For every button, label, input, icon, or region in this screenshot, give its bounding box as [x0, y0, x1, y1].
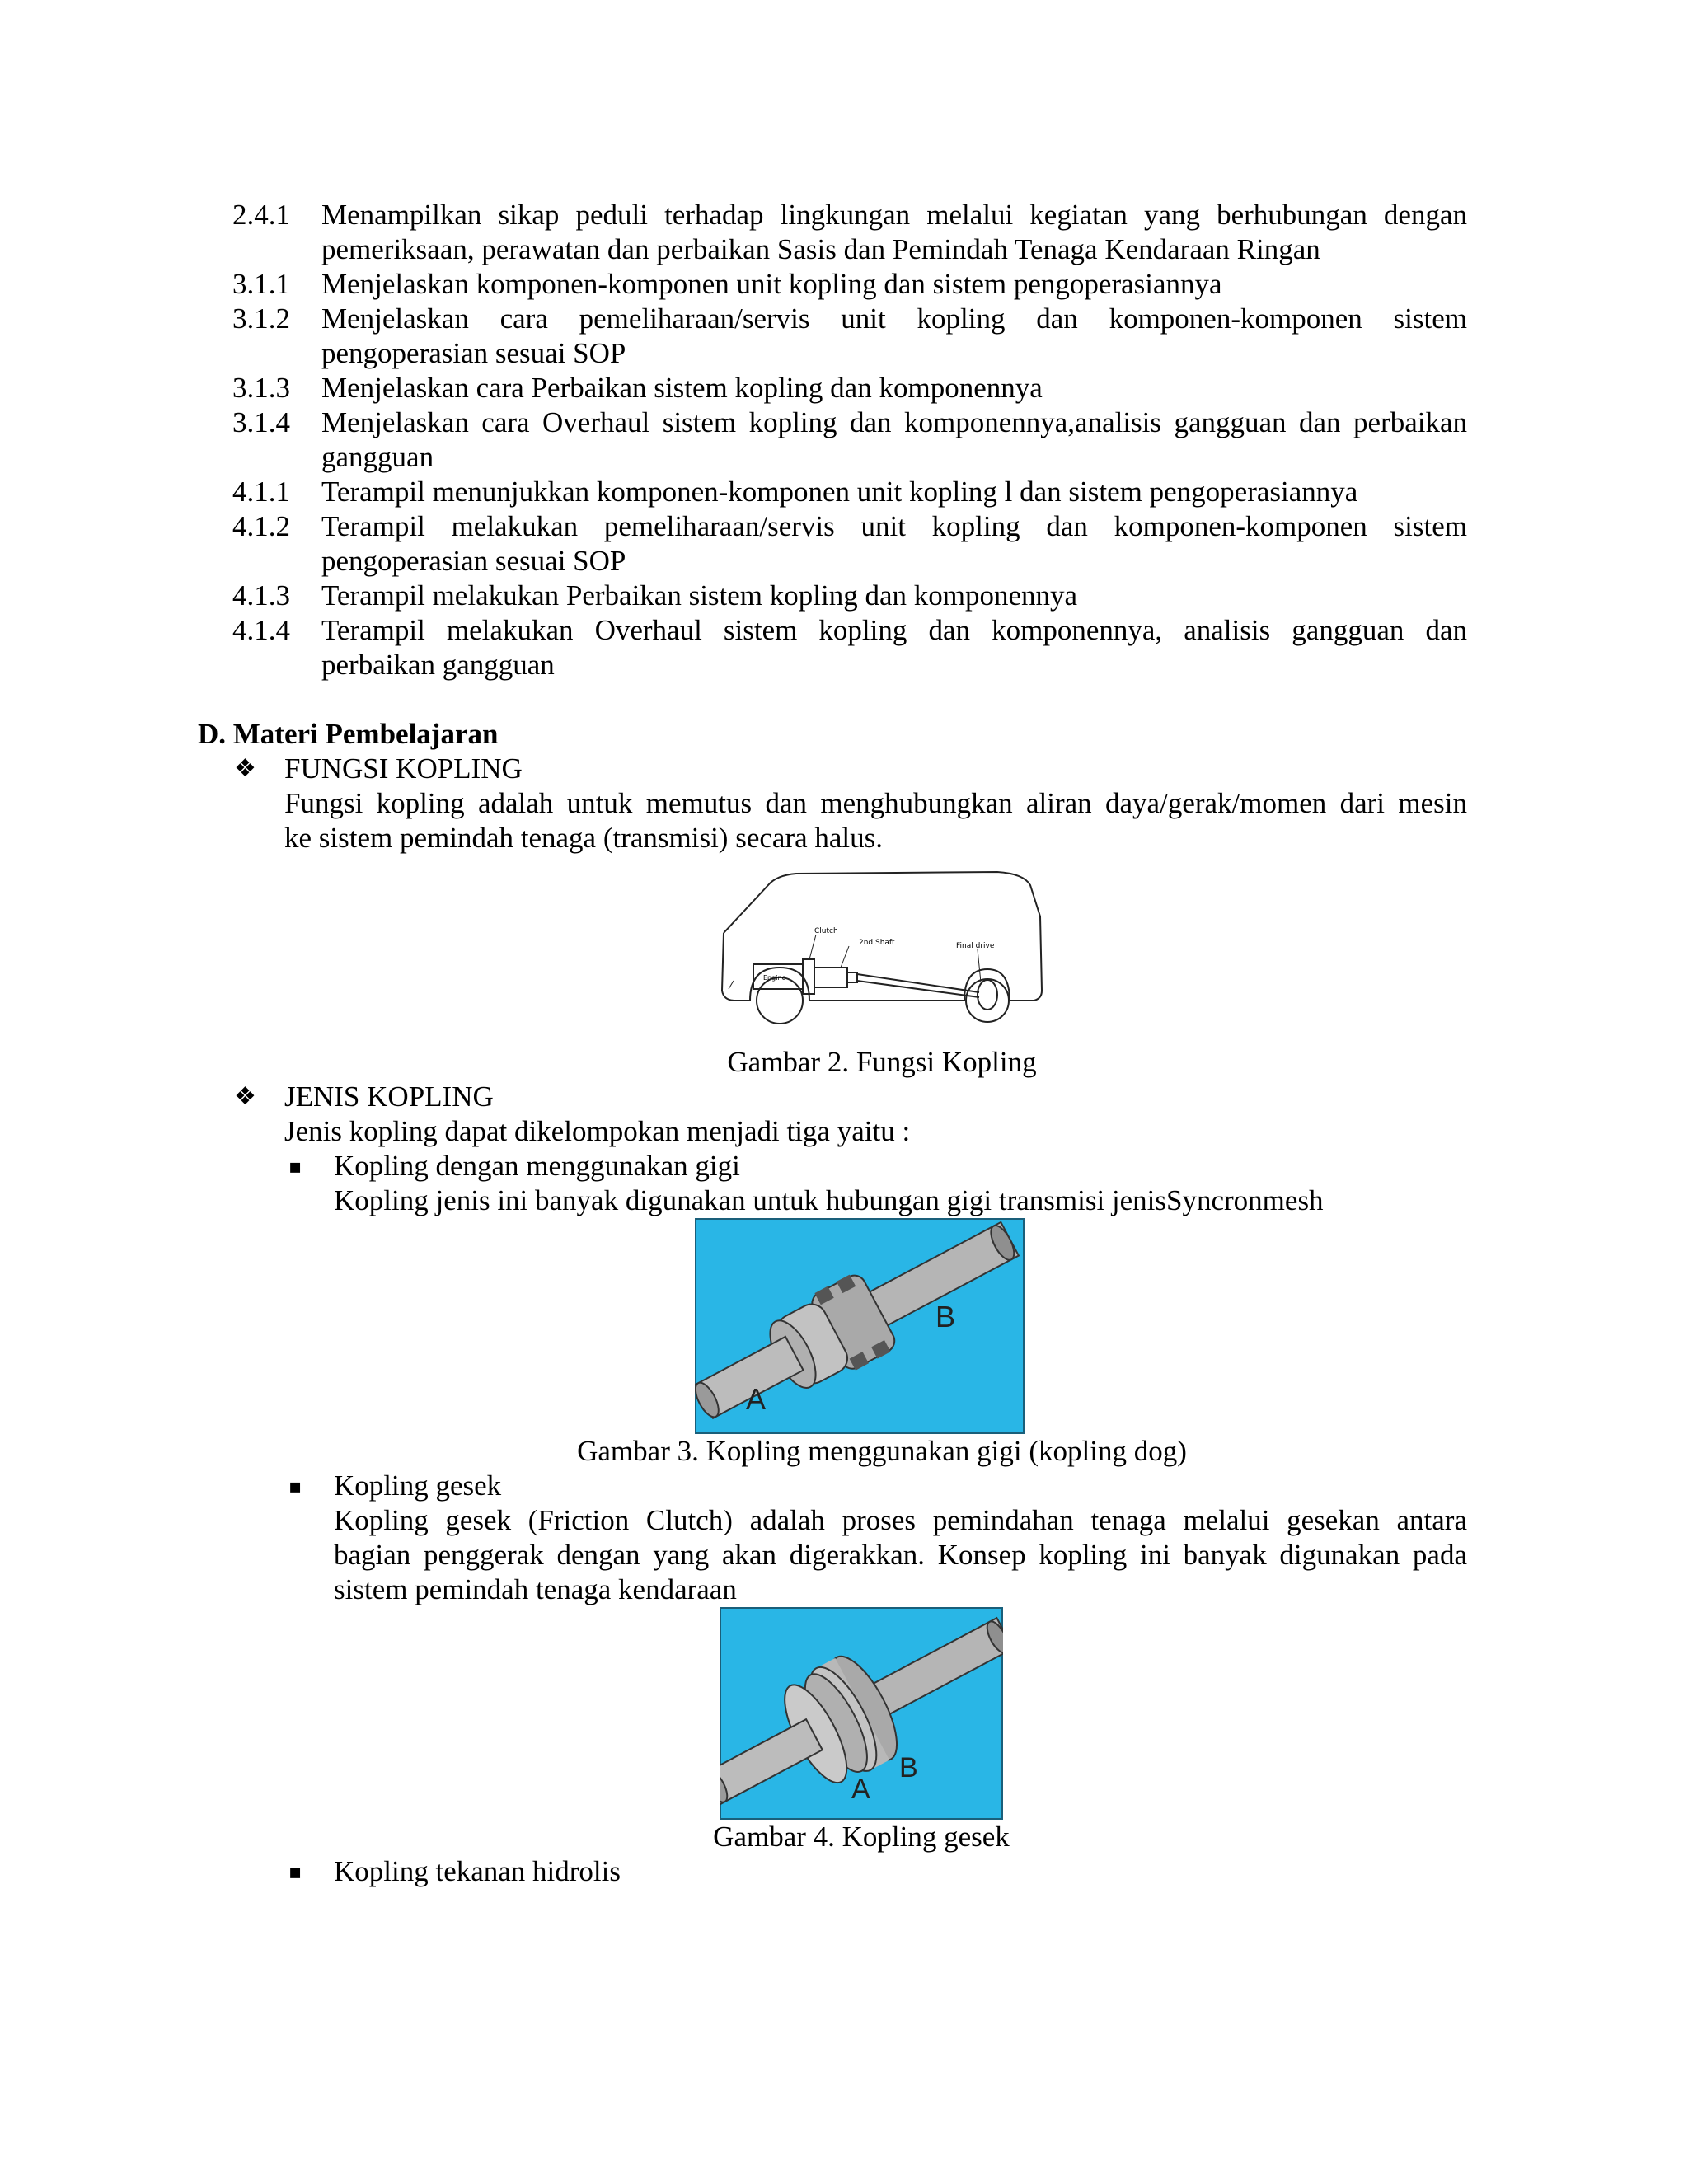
item2-title: Kopling gesek — [334, 1469, 502, 1502]
figure-4-caption: Gambar 4. Kopling gesek — [713, 1821, 1010, 1853]
indicator-text: Terampil melakukan Overhaul sistem kopling dan komponennya, analisis gangguan dan — [321, 614, 1467, 646]
indicator-text: Menampilkan sikap peduli terhadap lingkungan melalui kegiatan yang berhubungan dengan — [321, 199, 1467, 231]
indicator-number: 2.4.1 — [232, 199, 290, 231]
label-b: B — [935, 1300, 956, 1333]
indicator-text: pengoperasian sesuai SOP — [321, 337, 626, 369]
label-shaft: 2nd Shaft — [859, 939, 895, 947]
square-bullet: ▪ — [288, 1860, 302, 1883]
square-bullet: ▪ — [288, 1155, 302, 1178]
label-b: B — [899, 1752, 918, 1783]
jenis-title: JENIS KOPLING — [284, 1080, 494, 1113]
indicator-text: Terampil menunjukkan komponen-komponen unit kopling l dan sistem pengoperasiannya — [321, 476, 1358, 508]
indicator-number: 4.1.2 — [232, 510, 290, 542]
fungsi-text: Fungsi kopling adalah untuk memutus dan menghubungkan aliran daya/gerak/momen dari mesin — [284, 787, 1467, 819]
indicator-text: pemeriksaan, perawatan dan perbaikan Sasis dan Pemindah Tenaga Kendaraan Ringan — [321, 233, 1320, 265]
indicator-text: perbaikan gangguan — [321, 649, 555, 681]
indicator-text: Menjelaskan cara pemeliharaan/servis unit kopling dan komponen-komponen sistem — [321, 302, 1467, 335]
jenis-intro: Jenis kopling dapat dikelompokan menjadi tiga yaitu : — [284, 1115, 911, 1147]
item2-text: bagian penggerak dengan yang akan digerakkan. Konsep kopling ini banyak digunakan pada — [334, 1539, 1467, 1571]
item3-title: Kopling tekanan hidrolis — [334, 1855, 621, 1887]
indicator-text: Menjelaskan cara Perbaikan sistem kopling dan komponennya — [321, 372, 1043, 404]
fungsi-text: ke sistem pemindah tenaga (transmisi) secara halus. — [284, 822, 884, 854]
label-a: A — [851, 1774, 870, 1805]
indicator-text: Menjelaskan komponen-komponen unit kopling dan sistem pengoperasiannya — [321, 268, 1222, 300]
indicator-text: Menjelaskan cara Overhaul sistem kopling dan komponennya,analisis gangguan dan perbaikan — [321, 406, 1467, 438]
diamond-bullet: ❖ — [234, 754, 256, 783]
figure-2-caption: Gambar 2. Fungsi Kopling — [727, 1046, 1037, 1078]
indicator-number: 4.1.4 — [232, 614, 290, 646]
square-bullet: ▪ — [288, 1474, 302, 1497]
indicator-text: gangguan — [321, 441, 434, 473]
label-clutch: Clutch — [814, 927, 838, 935]
indicator-number: 3.1.2 — [232, 302, 290, 335]
indicator-number: 3.1.3 — [232, 372, 290, 404]
label-engine: Engine — [763, 974, 786, 982]
item1-title: Kopling dengan menggunakan gigi — [334, 1150, 740, 1182]
indicator-number: 4.1.1 — [232, 476, 290, 508]
label-final-drive: Final drive — [956, 942, 995, 950]
label-a: A — [746, 1382, 767, 1416]
figure-car-clutch — [717, 867, 1055, 1032]
diamond-bullet: ❖ — [234, 1082, 256, 1111]
section-heading: D. Materi Pembelajaran — [198, 718, 499, 750]
figure-dog-clutch — [695, 1218, 1025, 1434]
fungsi-title: FUNGSI KOPLING — [284, 752, 523, 785]
indicator-number: 4.1.3 — [232, 579, 290, 612]
figure-3-caption: Gambar 3. Kopling menggunakan gigi (kopling dog) — [577, 1435, 1187, 1467]
item1-text: Kopling jenis ini banyak digunakan untuk hubungan gigi transmisi jenisSyncronmesh — [334, 1184, 1324, 1216]
item2-text: sistem pemindah tenaga kendaraan — [334, 1573, 737, 1605]
item2-text: Kopling gesek (Friction Clutch) adalah proses pemindahan tenaga melalui gesekan antara — [334, 1504, 1467, 1536]
indicator-number: 3.1.1 — [232, 268, 290, 300]
indicator-text: Terampil melakukan Perbaikan sistem kopling dan komponennya — [321, 579, 1078, 612]
figure-friction-clutch — [720, 1607, 1003, 1820]
indicator-text: Terampil melakukan pemeliharaan/servis unit kopling dan komponen-komponen sistem — [321, 510, 1467, 542]
indicator-text: pengoperasian sesuai SOP — [321, 545, 626, 577]
indicator-number: 3.1.4 — [232, 406, 290, 438]
